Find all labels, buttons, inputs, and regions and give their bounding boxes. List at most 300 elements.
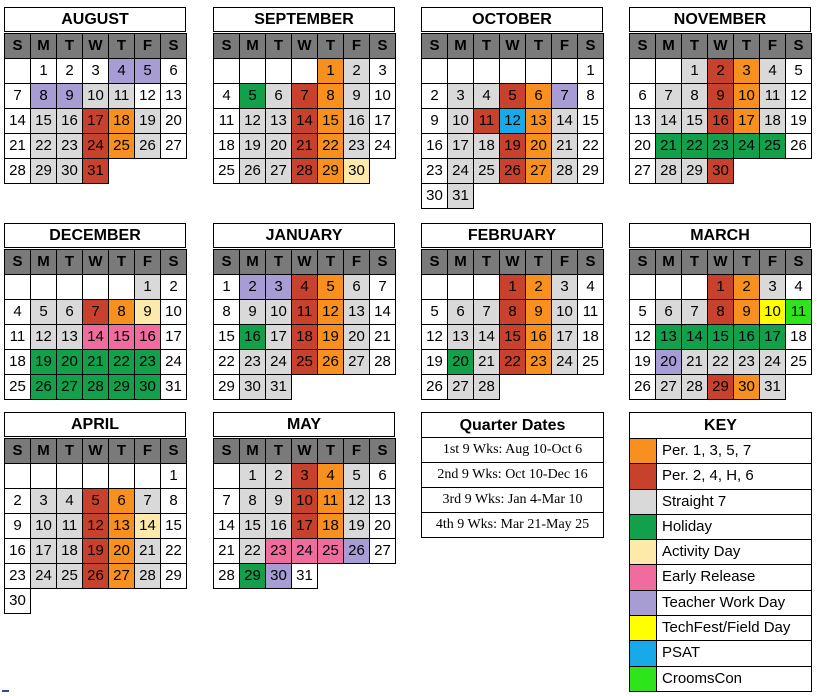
month-grid <box>4 438 187 614</box>
day-cell: 21 <box>83 350 109 375</box>
empty-cell <box>318 564 344 589</box>
day-cell: 7 <box>5 84 31 109</box>
month-title: DECEMBER <box>4 223 186 248</box>
weekday-header: F <box>344 439 370 464</box>
day-cell: 27 <box>630 159 656 184</box>
weekday-header: T <box>57 439 83 464</box>
day-cell: 15 <box>109 325 135 350</box>
day-cell: 27 <box>57 375 83 400</box>
week-row <box>422 84 604 109</box>
key-item <box>629 490 812 515</box>
weekday-header: S <box>422 34 448 59</box>
day-cell: 29 <box>240 564 266 589</box>
day-cell: 4 <box>214 84 240 109</box>
day-cell: 6 <box>109 489 135 514</box>
day-cell: 21 <box>5 134 31 159</box>
day-cell: 11 <box>292 300 318 325</box>
day-cell: 22 <box>109 350 135 375</box>
day-cell: 28 <box>214 564 240 589</box>
day-cell: 25 <box>474 159 500 184</box>
day-cell: 9 <box>422 109 448 134</box>
day-cell: 10 <box>31 514 57 539</box>
day-cell: 1 <box>240 464 266 489</box>
day-cell: 18 <box>474 134 500 159</box>
day-cell: 12 <box>31 325 57 350</box>
day-cell: 8 <box>500 300 526 325</box>
week-row <box>630 59 812 84</box>
empty-cell <box>83 275 109 300</box>
key-label: CroomsCon <box>662 669 743 687</box>
weekday-header: W <box>500 34 526 59</box>
weekday-header: T <box>318 34 344 59</box>
key-label: Straight 7 <box>662 492 727 510</box>
day-cell: 6 <box>57 300 83 325</box>
corner-mark <box>2 690 9 692</box>
day-cell: 12 <box>240 109 266 134</box>
key-label: Activity Day <box>662 543 741 561</box>
day-cell: 28 <box>552 159 578 184</box>
day-cell: 13 <box>161 84 187 109</box>
day-cell: 10 <box>552 300 578 325</box>
day-cell: 2 <box>161 275 187 300</box>
calendar-january <box>213 223 395 400</box>
empty-cell <box>526 375 552 400</box>
day-cell: 21 <box>370 325 396 350</box>
day-cell: 6 <box>630 84 656 109</box>
day-cell: 11 <box>578 300 604 325</box>
day-cell: 30 <box>5 589 31 614</box>
day-cell: 16 <box>422 134 448 159</box>
day-cell: 22 <box>214 350 240 375</box>
week-row <box>214 275 396 300</box>
weekday-header: S <box>786 34 812 59</box>
key-swatch <box>630 540 657 564</box>
day-cell: 11 <box>318 489 344 514</box>
day-cell: 27 <box>370 539 396 564</box>
day-cell: 27 <box>344 350 370 375</box>
quarter-row: 2nd 9 Wks: Oct 10-Dec 16 <box>421 463 604 488</box>
day-cell: 24 <box>83 134 109 159</box>
day-cell: 21 <box>552 134 578 159</box>
day-cell: 23 <box>344 134 370 159</box>
weekday-header: F <box>552 250 578 275</box>
day-cell: 26 <box>31 375 57 400</box>
day-cell: 10 <box>448 109 474 134</box>
day-cell: 15 <box>31 109 57 134</box>
day-cell: 21 <box>135 539 161 564</box>
calendar-march <box>629 223 811 400</box>
week-row <box>630 159 812 184</box>
day-cell: 4 <box>57 489 83 514</box>
weekday-header: M <box>240 439 266 464</box>
weekday-header: F <box>135 34 161 59</box>
day-cell: 23 <box>240 350 266 375</box>
weekday-header: M <box>448 250 474 275</box>
day-cell: 27 <box>448 375 474 400</box>
day-cell: 28 <box>292 159 318 184</box>
weekday-header: M <box>240 34 266 59</box>
month-title: OCTOBER <box>421 7 603 32</box>
weekday-header: S <box>5 250 31 275</box>
key-item <box>629 515 812 540</box>
day-cell: 19 <box>500 134 526 159</box>
day-cell: 16 <box>526 325 552 350</box>
weekday-header: F <box>552 34 578 59</box>
key-legend <box>629 412 812 692</box>
day-cell: 9 <box>734 300 760 325</box>
empty-cell <box>5 275 31 300</box>
day-cell: 3 <box>31 489 57 514</box>
weekday-header: T <box>318 439 344 464</box>
week-row <box>5 489 187 514</box>
day-cell: 23 <box>135 350 161 375</box>
key-label: Per. 2, 4, H, 6 <box>662 467 754 485</box>
month-grid <box>421 249 604 400</box>
day-cell: 3 <box>448 84 474 109</box>
day-cell: 2 <box>526 275 552 300</box>
weekday-header: S <box>370 439 396 464</box>
weekday-header: S <box>161 250 187 275</box>
day-cell: 14 <box>5 109 31 134</box>
week-row <box>214 134 396 159</box>
weekday-header: T <box>682 250 708 275</box>
week-row <box>422 134 604 159</box>
day-cell: 21 <box>682 350 708 375</box>
day-cell: 19 <box>786 109 812 134</box>
week-row <box>214 464 396 489</box>
day-cell: 24 <box>734 134 760 159</box>
day-cell: 29 <box>708 375 734 400</box>
day-cell: 17 <box>734 109 760 134</box>
day-cell: 7 <box>370 275 396 300</box>
week-row <box>422 350 604 375</box>
day-cell: 3 <box>734 59 760 84</box>
key-swatch <box>630 641 657 665</box>
day-cell: 4 <box>109 59 135 84</box>
day-cell: 8 <box>682 84 708 109</box>
day-cell: 4 <box>786 275 812 300</box>
day-cell: 14 <box>682 325 708 350</box>
day-cell: 3 <box>292 464 318 489</box>
day-cell: 26 <box>786 134 812 159</box>
day-cell: 22 <box>708 350 734 375</box>
weekday-header: M <box>31 439 57 464</box>
day-cell: 6 <box>161 59 187 84</box>
weekday-header: W <box>292 34 318 59</box>
day-cell: 8 <box>161 489 187 514</box>
day-cell: 1 <box>214 275 240 300</box>
day-cell: 11 <box>760 84 786 109</box>
empty-cell <box>57 464 83 489</box>
empty-cell <box>500 184 526 209</box>
empty-cell <box>292 59 318 84</box>
week-row <box>5 300 187 325</box>
day-cell: 18 <box>578 325 604 350</box>
week-row <box>214 59 396 84</box>
weekday-header: T <box>57 34 83 59</box>
calendar-february <box>421 223 603 400</box>
day-cell: 21 <box>656 134 682 159</box>
day-cell: 21 <box>474 350 500 375</box>
day-cell: 14 <box>370 300 396 325</box>
month-title: AUGUST <box>4 7 186 32</box>
day-cell: 16 <box>135 325 161 350</box>
day-cell: 17 <box>292 514 318 539</box>
empty-cell <box>370 564 396 589</box>
day-cell: 2 <box>708 59 734 84</box>
key-item <box>629 667 812 692</box>
day-cell: 30 <box>734 375 760 400</box>
month-grid <box>421 33 604 209</box>
weekday-header: S <box>5 34 31 59</box>
weekday-header: T <box>266 439 292 464</box>
day-cell: 30 <box>57 159 83 184</box>
day-cell: 9 <box>708 84 734 109</box>
day-cell: 16 <box>266 514 292 539</box>
day-cell: 29 <box>31 159 57 184</box>
day-cell: 16 <box>5 539 31 564</box>
day-cell: 20 <box>448 350 474 375</box>
day-cell: 15 <box>708 325 734 350</box>
weekday-header: T <box>474 34 500 59</box>
day-cell: 10 <box>266 300 292 325</box>
quarter-row: 3rd 9 Wks: Jan 4-Mar 10 <box>421 488 604 513</box>
day-cell: 4 <box>5 300 31 325</box>
weekday-header: W <box>292 250 318 275</box>
day-cell: 17 <box>552 325 578 350</box>
weekday-header: S <box>161 34 187 59</box>
day-cell: 30 <box>240 375 266 400</box>
month-title: NOVEMBER <box>629 7 811 32</box>
day-cell: 26 <box>630 375 656 400</box>
empty-cell <box>266 59 292 84</box>
day-cell: 27 <box>109 564 135 589</box>
weekday-header: T <box>734 34 760 59</box>
day-cell: 19 <box>422 350 448 375</box>
day-cell: 22 <box>318 134 344 159</box>
weekday-header: M <box>31 34 57 59</box>
day-cell: 17 <box>370 109 396 134</box>
week-row <box>5 109 187 134</box>
weekday-header: W <box>83 34 109 59</box>
month-grid <box>4 249 187 400</box>
week-row <box>5 464 187 489</box>
weekday-header: W <box>83 250 109 275</box>
day-cell: 17 <box>31 539 57 564</box>
day-cell: 2 <box>344 59 370 84</box>
week-row <box>214 539 396 564</box>
week-row <box>5 275 187 300</box>
weekday-header: S <box>214 250 240 275</box>
weekday-header: M <box>656 250 682 275</box>
day-cell: 12 <box>500 109 526 134</box>
empty-cell <box>292 375 318 400</box>
day-cell: 8 <box>708 300 734 325</box>
day-cell: 5 <box>83 489 109 514</box>
day-cell: 5 <box>786 59 812 84</box>
day-cell: 29 <box>682 159 708 184</box>
day-cell: 19 <box>240 134 266 159</box>
day-cell: 8 <box>214 300 240 325</box>
day-cell: 10 <box>734 84 760 109</box>
day-cell: 14 <box>135 514 161 539</box>
empty-cell <box>344 564 370 589</box>
quarter-dates-table <box>421 412 604 538</box>
empty-cell <box>109 159 135 184</box>
weekday-header: T <box>109 250 135 275</box>
week-row <box>214 300 396 325</box>
day-cell: 3 <box>83 59 109 84</box>
day-cell: 25 <box>57 564 83 589</box>
day-cell: 11 <box>57 514 83 539</box>
day-cell: 22 <box>31 134 57 159</box>
day-cell: 7 <box>83 300 109 325</box>
day-cell: 4 <box>474 84 500 109</box>
empty-cell <box>578 184 604 209</box>
day-cell: 12 <box>786 84 812 109</box>
weekday-header: M <box>448 34 474 59</box>
month-grid <box>629 249 812 400</box>
day-cell: 17 <box>266 325 292 350</box>
month-grid <box>629 33 812 184</box>
weekday-header: F <box>760 250 786 275</box>
empty-cell <box>344 375 370 400</box>
day-cell: 18 <box>786 325 812 350</box>
calendar-may <box>213 412 395 589</box>
day-cell: 26 <box>83 564 109 589</box>
day-cell: 30 <box>422 184 448 209</box>
key-swatch <box>630 490 657 514</box>
week-row <box>422 59 604 84</box>
day-cell: 6 <box>266 84 292 109</box>
day-cell: 23 <box>5 564 31 589</box>
week-row <box>5 539 187 564</box>
day-cell: 16 <box>344 109 370 134</box>
day-cell: 26 <box>422 375 448 400</box>
calendar-november <box>629 7 811 184</box>
weekday-header: S <box>214 34 240 59</box>
month-title: MARCH <box>629 223 811 248</box>
empty-cell <box>83 589 109 614</box>
empty-cell <box>31 464 57 489</box>
day-cell: 6 <box>370 464 396 489</box>
day-cell: 25 <box>578 350 604 375</box>
week-row <box>5 589 187 614</box>
day-cell: 15 <box>214 325 240 350</box>
day-cell: 19 <box>344 514 370 539</box>
empty-cell <box>240 59 266 84</box>
day-cell: 12 <box>630 325 656 350</box>
day-cell: 25 <box>5 375 31 400</box>
day-cell: 6 <box>448 300 474 325</box>
day-cell: 7 <box>292 84 318 109</box>
day-cell: 9 <box>135 300 161 325</box>
day-cell: 1 <box>318 59 344 84</box>
day-cell: 10 <box>760 300 786 325</box>
day-cell: 7 <box>474 300 500 325</box>
week-row <box>5 514 187 539</box>
empty-cell <box>135 464 161 489</box>
day-cell: 4 <box>318 464 344 489</box>
weekday-header: S <box>214 439 240 464</box>
day-cell: 5 <box>31 300 57 325</box>
day-cell: 25 <box>292 350 318 375</box>
empty-cell <box>578 375 604 400</box>
day-cell: 25 <box>760 134 786 159</box>
day-cell: 5 <box>630 300 656 325</box>
week-row <box>5 325 187 350</box>
day-cell: 16 <box>734 325 760 350</box>
day-cell: 27 <box>656 375 682 400</box>
weekday-header: S <box>370 250 396 275</box>
week-row <box>422 375 604 400</box>
day-cell: 15 <box>578 109 604 134</box>
day-cell: 26 <box>135 134 161 159</box>
day-cell: 20 <box>656 350 682 375</box>
day-cell: 11 <box>786 300 812 325</box>
day-cell: 2 <box>422 84 448 109</box>
week-row <box>214 84 396 109</box>
weekday-header: F <box>135 439 161 464</box>
day-cell: 28 <box>5 159 31 184</box>
empty-cell <box>161 159 187 184</box>
day-cell: 12 <box>344 489 370 514</box>
quarter-dates-title: Quarter Dates <box>421 412 604 438</box>
empty-cell <box>734 159 760 184</box>
day-cell: 2 <box>240 275 266 300</box>
key-swatch <box>630 565 657 589</box>
day-cell: 17 <box>83 109 109 134</box>
day-cell: 3 <box>266 275 292 300</box>
empty-cell <box>526 184 552 209</box>
day-cell: 3 <box>760 275 786 300</box>
weekday-header: M <box>656 34 682 59</box>
day-cell: 31 <box>83 159 109 184</box>
weekday-header: T <box>57 250 83 275</box>
day-cell: 2 <box>266 464 292 489</box>
weekday-header: W <box>292 439 318 464</box>
quarter-row: 1st 9 Wks: Aug 10-Oct 6 <box>421 438 604 463</box>
day-cell: 12 <box>135 84 161 109</box>
week-row <box>5 84 187 109</box>
key-label: PSAT <box>662 644 701 662</box>
day-cell: 14 <box>83 325 109 350</box>
weekday-header: T <box>682 34 708 59</box>
day-cell: 11 <box>474 109 500 134</box>
key-label: TechFest/Field Day <box>662 619 791 637</box>
day-cell: 1 <box>161 464 187 489</box>
day-cell: 10 <box>292 489 318 514</box>
day-cell: 23 <box>526 350 552 375</box>
day-cell: 12 <box>422 325 448 350</box>
week-row <box>630 375 812 400</box>
day-cell: 14 <box>474 325 500 350</box>
weekday-header: F <box>344 34 370 59</box>
week-row <box>214 159 396 184</box>
week-row <box>422 275 604 300</box>
day-cell: 3 <box>370 59 396 84</box>
weekday-header: S <box>422 250 448 275</box>
day-cell: 22 <box>161 539 187 564</box>
weekday-header: S <box>630 34 656 59</box>
day-cell: 10 <box>83 84 109 109</box>
day-cell: 24 <box>292 539 318 564</box>
day-cell: 11 <box>109 84 135 109</box>
weekday-header: T <box>526 34 552 59</box>
day-cell: 7 <box>656 84 682 109</box>
weekday-header: W <box>83 439 109 464</box>
month-title: APRIL <box>4 412 186 437</box>
